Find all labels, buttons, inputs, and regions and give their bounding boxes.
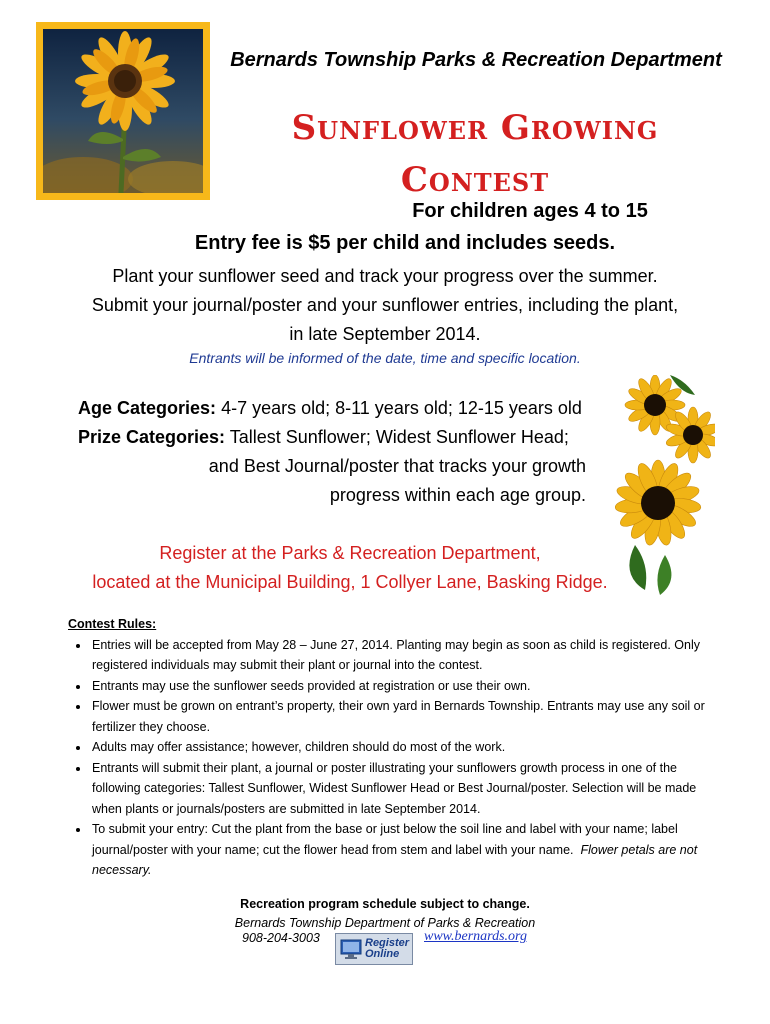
rule-item xyxy=(90,819,728,881)
website-link[interactable]: www.bernards.org xyxy=(424,929,527,944)
rule-item: • Flower must be grown on entrant’s property, their own yard in Bernards Township. Entrants may use any soil or fertilizer they choose. xyxy=(90,696,728,737)
sunflower-photo xyxy=(36,22,210,200)
rule-item: • Entrants may use the sunflower seeds provided at registration or use their own. xyxy=(90,676,728,697)
rule-item-italic: Flower petals are not necessary. xyxy=(92,842,698,877)
prize-categories-label: Prize Categories: xyxy=(78,427,226,447)
age-categories-value: 4-7 years old; 8-11 years old; 12-15 years old xyxy=(221,398,582,418)
monitor-icon xyxy=(339,937,363,961)
prize-categories-line-3: progress within each age group. xyxy=(329,485,586,505)
rule-item-text: To submit your entry: Cut the plant from the base or just below the soil line and label with your name; label journal/poster with your name; cut the flower head from stem and label with your name. xyxy=(92,822,678,857)
page-title xyxy=(260,102,690,206)
footer xyxy=(120,895,650,933)
age-categories-label: Age Categories: xyxy=(78,398,217,418)
intro-line-2: Submit your journal/poster and your sunflower entries, including the plant, xyxy=(91,295,679,315)
prize-categories-value: Tallest Sunflower; Widest Sunflower Head; xyxy=(229,427,569,447)
register-info xyxy=(40,539,660,597)
title-line-1: Sunflower Growing xyxy=(291,108,659,148)
register-online-label xyxy=(365,938,409,960)
prize-categories xyxy=(78,423,598,452)
intro-line-1: Plant your sunflower seed and track your progress over the summer. xyxy=(112,266,658,286)
schedule-notice: Recreation program schedule subject to change. xyxy=(240,897,530,911)
rules-heading: Contest Rules: xyxy=(68,617,157,631)
intro-line-3: in late September 2014. xyxy=(289,324,481,344)
age-range: For children ages 4 to 15 xyxy=(412,200,648,222)
informed-note: Entrants will be informed of the date, time and specific location. xyxy=(189,350,581,366)
age-categories xyxy=(78,394,598,423)
register-online-line-2: Online xyxy=(365,948,400,960)
rule-item: • Adults may offer assistance; however, children should do most of the work. xyxy=(90,737,728,758)
register-online-button[interactable] xyxy=(335,933,413,965)
org-name: Bernards Township Department of Parks & Recreation xyxy=(234,916,536,930)
rules-list xyxy=(68,635,728,881)
rule-item: • Entries will be accepted from May 28 – June 27, 2014. Planting may begin as soon as child is registered. Only registered individuals may submit their plant or journal into the contest. xyxy=(90,635,728,676)
phone-number: 908-204-3003 xyxy=(242,931,320,945)
categories xyxy=(78,394,598,510)
contest-rules xyxy=(68,614,728,881)
entry-fee: Entry fee is $5 per child and includes seeds. xyxy=(194,232,616,254)
register-line-1: Register at the Parks & Recreation Department, xyxy=(159,543,541,563)
sunflower-photo-image xyxy=(43,29,203,193)
rule-item: • Entrants will submit their plant, a journal or poster illustrating your sunflowers growth process in one of the following categories: Tallest Sunflower, Widest Sunflower Head or Best Journal/poster. Selection will be made when plants or journals/posters are submitted in late September 2014. xyxy=(90,758,728,820)
department-name: Bernards Township Parks & Recreation Department xyxy=(230,49,722,71)
intro-paragraph xyxy=(20,262,750,349)
title-line-2: Contest xyxy=(400,160,550,200)
register-line-2: located at the Municipal Building, 1 Collyer Lane, Basking Ridge. xyxy=(92,572,608,592)
register-online-line-1: Register xyxy=(365,937,410,949)
prize-categories-line-2: and Best Journal/poster that tracks your growth xyxy=(208,456,586,476)
